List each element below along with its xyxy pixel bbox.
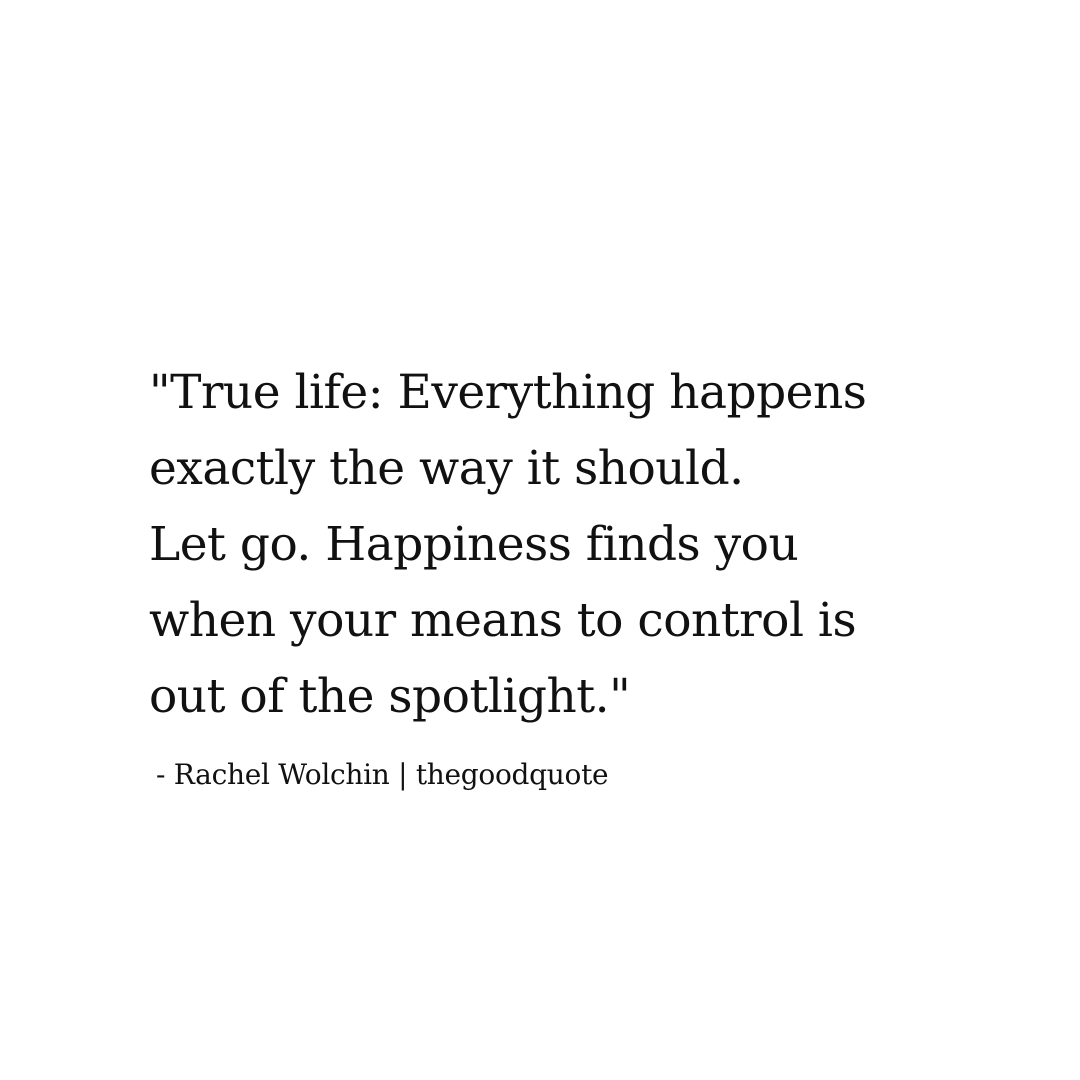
quote-line: Let go. Happiness finds you	[149, 517, 799, 572]
quote-line: "True life: Everything happens	[149, 365, 867, 420]
quote-line: when your means to control is	[149, 593, 857, 648]
quote-line: exactly the way it should.	[149, 441, 744, 496]
quote-text	[149, 355, 1009, 735]
quote-line: out of the spotlight."	[149, 669, 631, 724]
quote-attribution: - Rachel Wolchin | thegoodquote	[156, 758, 609, 791]
